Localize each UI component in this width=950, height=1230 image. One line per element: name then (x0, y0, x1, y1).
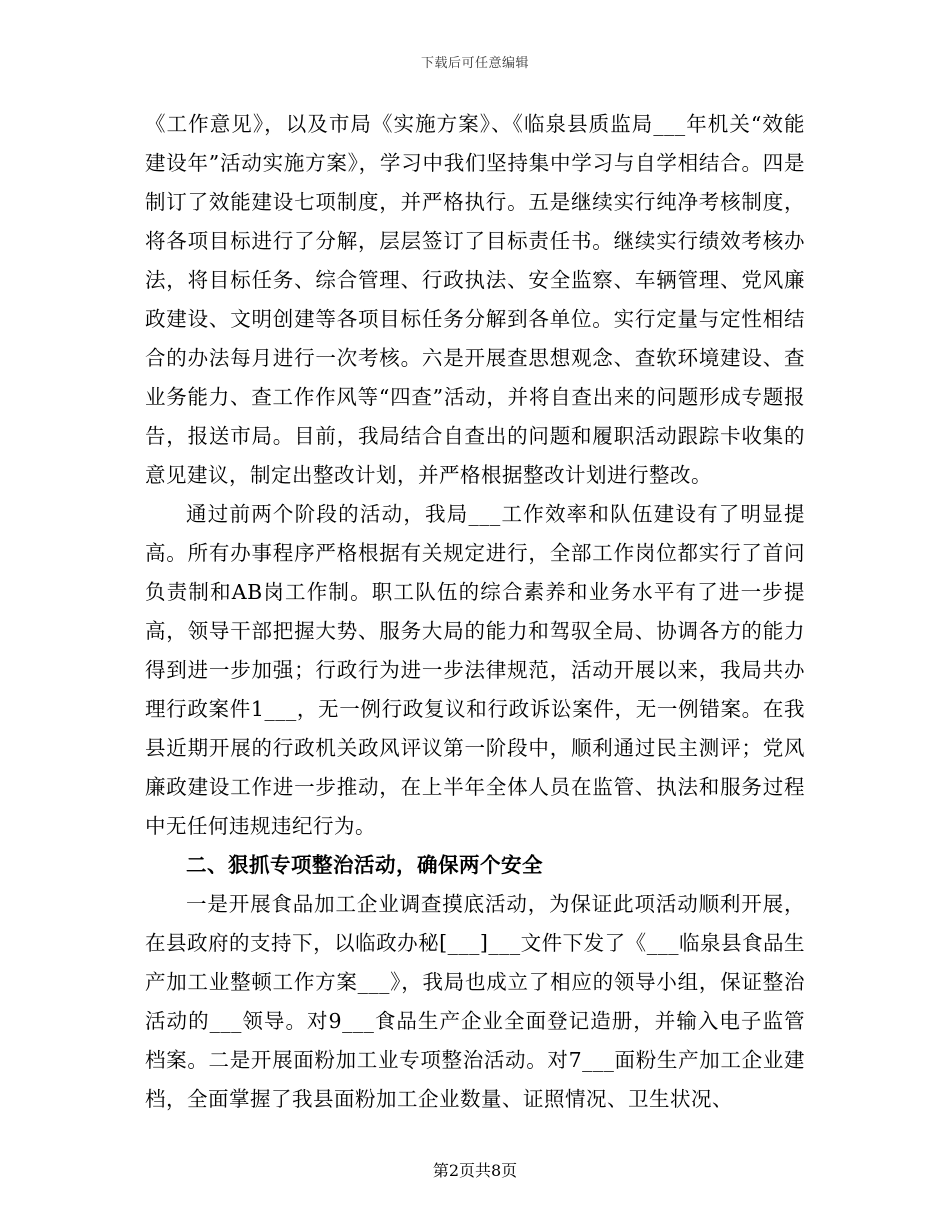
section-heading: 二、狠抓专项整治活动，确保两个安全 (186, 853, 543, 877)
paragraph-results: 通过前两个阶段的活动，我局___工作效率和队伍建设有了明显提高。所有办事程序严格根据有关规定进行，全部工作岗位都实行了首问负责制和AB岗工作制。职工队伍的综合素养和业务水平有了进一步提高，领导干部把握大势、服务大局的能力和驾驭全局、协调各方的能力得到进一步加强；行政行为进一步法律规范，活动开展以来，我局共办理行政案件1___，无一例行政复议和行政诉讼案件，无一例错案。在我县近期开展的行政机关政风评议第一阶段中，顺利通过民主测评；党风廉政建设工作进一步推动，在上半年全体人员在监管、执法和服务过程中无任何违规违纪行为。 (145, 502, 805, 838)
paragraph-continuation: 《工作意见》，以及市局《实施方案》、《临泉县质监局___年机关“效能建设年”活动实施方案》，学习中我们坚持集中学习与自学相结合。四是制订了效能建设七项制度，并严格执行。五是继续实行纯净考核制度，将各项目标进行了分解，层层签订了目标责任书。继续实行绩效考核办法，将目标任务、综合管理、行政执法、安全监察、车辆管理、党风廉政建设、文明创建等各项目标任务分解到各单位。实行定量与定性相结合的办法每月进行一次考核。六是开展查思想观念、查软环境建设、查业务能力、查工作作风等“四查”活动，并将自查出来的问题形成专题报告，报送市局。目前，我局结合自查出的问题和履职活动跟踪卡收集的意见建议，制定出整改计划，并严格根据整改计划进行整改。 (145, 112, 805, 487)
paragraph-rectification: 一是开展食品加工企业调查摸底活动，为保证此项活动顺利开展，在县政府的支持下，以临政办秘[___]___文件下发了《___临泉县食品生产加工业整顿工作方案___》，我局也成立了相应的领导小组，保证整治活动的___领导。对9___食品生产企业全面登记造册，并输入电子监管档案。二是开展面粉加工业专项整治活动。对7___面粉生产加工企业建档，全面掌握了我县面粉加工企业数量、证照情况、卫生状况、 (145, 892, 805, 1111)
document-body (145, 105, 805, 1119)
header-note: 下载后可任意编辑 (420, 56, 529, 71)
page-number: 第2页共8页 (432, 1161, 518, 1180)
